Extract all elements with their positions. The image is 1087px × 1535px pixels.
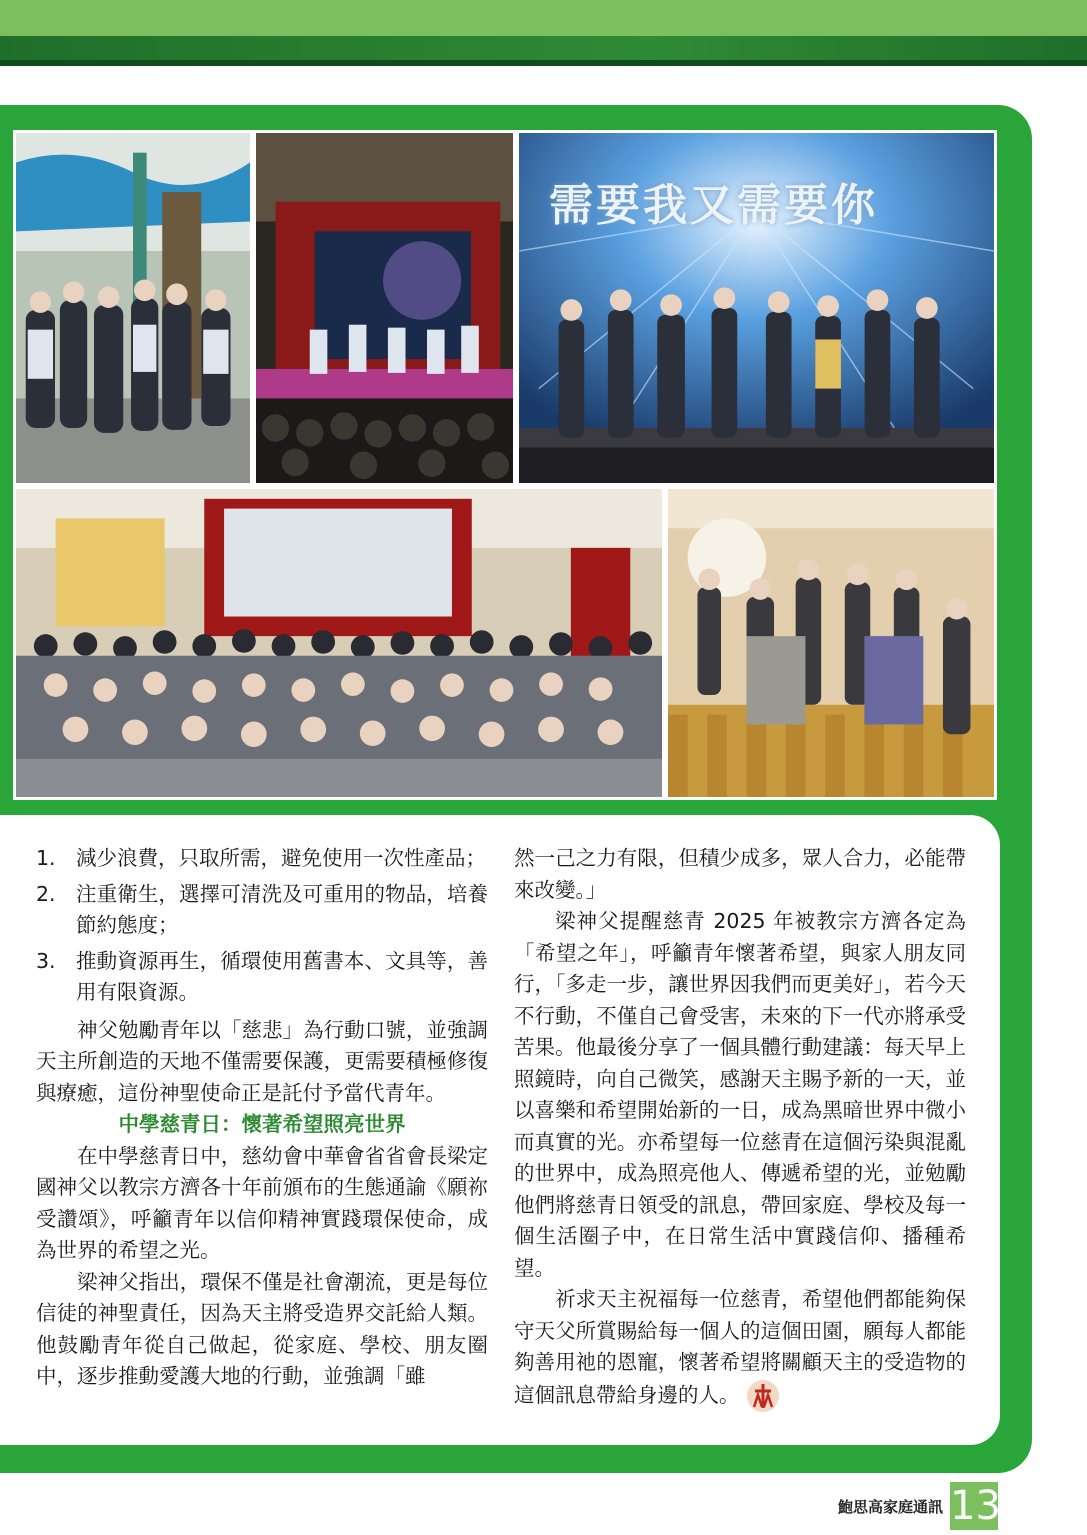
photo-group-hall [13,486,665,800]
list-item-text: 注重衛生，選擇可清洗及可重用的物品，培養節約態度； [76,881,488,937]
paragraph-year-of-hope: 梁神父提醒慈青 2025 年被教宗方濟各定為「希望之年」，呼籲青年懷著希望，與家人朋友同行，「多走一步，讓世界因我們而更美好」，若今天不行動，不僅自己會受害，未來的下一代亦將承受苦果。他最後分享了一個具體行動建議：每天早上照鏡時，向自己微笑，感謝天主賜予新的一天，並以喜樂和希望開始新的一日，成為黑暗世界中微小而真實的光。亦希望每一位慈青在這個污染與混亂的世界中，成為照亮他人、傳遞希望的光，並勉勵他們將慈青日領受的訊息，帶回家庭、學校及每一個生活圈子中，在日常生活中實踐信仰、播種希望。 [514,909,966,1280]
header-band-line [0,60,1087,66]
paragraph-continuation: 然一己之力有限，但積少成多，眾人合力，必能帶來改變。」 [514,846,966,902]
photo-courtyard-image [16,133,250,483]
list-item-number: 3. [36,948,56,973]
blessing-text: 祈求天主祝福每一位慈青，希望他們都能夠保守天父所賞賜給每一個人的這個田園，願每人都能夠善用祂的恩寵，懷著希望將關顧天主的受造物的這個訊息帶給身邊的人。 [514,1287,966,1407]
publication-name: 鮑思高家庭通訊 [838,1498,944,1516]
list-item [36,843,488,875]
photo-hall-stage [253,130,516,486]
paragraph-mercy-slogan: 神父勉勵青年以「慈悲」為行動口號，並強調天主所創造的天地不僅需要保護，更需要積極修復與療癒，這份神聖使命正是託付予當代青年。 [36,1017,488,1105]
page-number: 13 [950,1483,1001,1529]
salesian-logo-icon [746,1379,780,1413]
list-item-text: 推動資源再生，循環使用舊書本、文具等，善用有限資源。 [76,948,488,1004]
photo-stage-banner [516,130,997,486]
list-item-text: 減少浪費，只取所需，避免使用一次性產品； [76,846,486,870]
header-band-light [0,0,1087,36]
list-item-number: 2. [36,881,56,906]
left-column [36,843,488,1393]
photo-courtyard-group [13,130,253,486]
photo-hall-stage-image [256,133,513,483]
photo-costume-stage [665,486,997,800]
list-item [36,946,488,1009]
list-item [36,879,488,942]
header-band-dark [0,36,1087,60]
photo-costume-stage-image [668,489,994,797]
paragraph-youth-day: 在中學慈青日中，慈幼會中華會省省會長梁定國神父以教宗方濟各十年前頒布的生態通諭《願祢受讚頌》，呼籲青年以信仰精神實踐環保使命，成為世界的希望之光。 [36,1143,488,1262]
paragraph-environment-duty: 梁神父指出，環保不僅是社會潮流，更是每位信徒的神聖責任，因為天主將受造界交託給人類。他鼓勵青年從自己做起，從家庭、學校、朋友圈中，逐步推動愛護大地的行動，並強調「雖 [36,1269,488,1388]
list-item-number: 1. [36,846,56,870]
stage-banner-text: 需要我又需要你 [549,180,878,231]
right-column [514,843,966,1413]
action-list [36,843,488,1009]
section-subheading: 中學慈青日：懷著希望照亮世界 [118,1112,406,1136]
paragraph-blessing [514,1284,966,1413]
photo-group-hall-image [16,489,662,797]
